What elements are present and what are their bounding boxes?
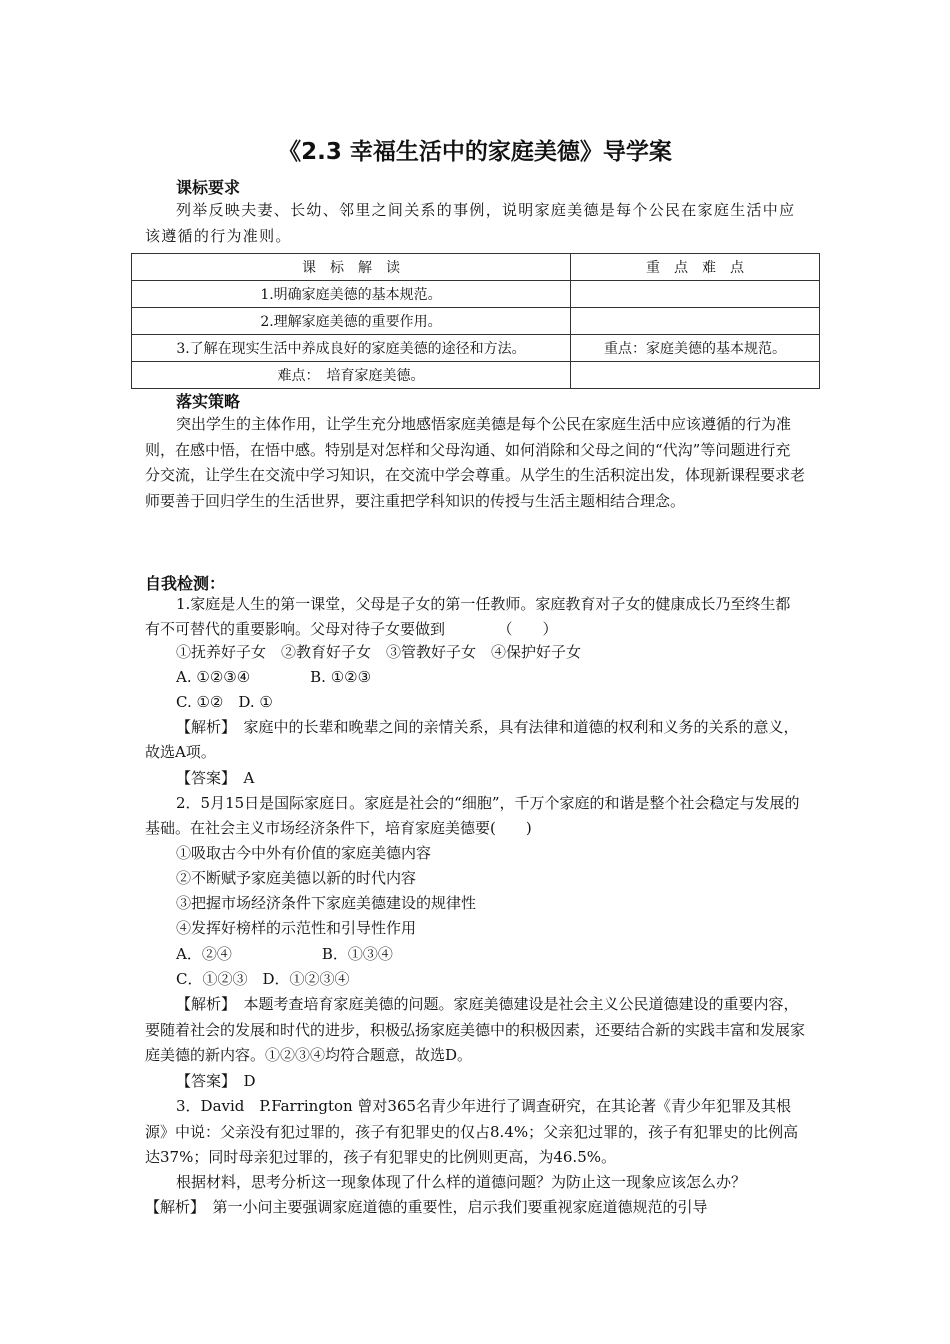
table-row xyxy=(132,281,820,308)
table-row xyxy=(132,308,820,335)
q2-options-cd: C．①②③ D．①②③④ xyxy=(176,970,350,988)
table-header-right: 重 点 难 点 xyxy=(571,254,820,281)
table-cell xyxy=(571,308,820,335)
q1-items: ①抚养好子女 ②教育好子女 ③管教好子女 ④保护好子女 xyxy=(176,643,582,661)
q1-analysis: 【解析】 家庭中的长辈和晚辈之间的亲情关系，具有法律和道德的权利和义务的关系的意义，故选A项。 xyxy=(145,718,799,761)
table-header-row xyxy=(132,254,820,281)
table-row xyxy=(132,335,820,362)
table-cell: 重点：家庭美德的基本规范。 xyxy=(571,335,820,362)
table-cell xyxy=(571,281,820,308)
q3-prompt: 根据材料，思考分析这一现象体现了什么样的道德问题？为防止这一现象应该怎么办？ xyxy=(176,1173,747,1191)
q3-stem: 3．David P.Farrington 曾对365名青少年进行了调查研究，在其论著《青少年犯罪及其根源》中说：父亲没有犯过罪的，孩子有犯罪史的仅占8.4%；父亲犯过罪的，孩子有犯罪史的比例高达37%；同时母亲犯过罪的，孩子有犯罪史的比例则更高，为46.5%。 xyxy=(145,1097,799,1166)
q2-item-1: ①吸取古今中外有价值的家庭美德内容 xyxy=(176,844,432,862)
requirements-text: 列举反映夫妻、长幼、邻里之间关系的事例，说明家庭美德是每个公民在家庭生活中应该遵循的行为准则。 xyxy=(145,201,796,245)
section-requirements-heading: 课标要求 xyxy=(176,178,241,197)
q2-item-2: ②不断赋予家庭美德以新的时代内容 xyxy=(176,869,417,887)
table-cell: 难点： 培育家庭美德。 xyxy=(132,362,571,389)
q2-stem: 2．5月15日是国际家庭日。家庭是社会的“细胞”，千万个家庭的和谐是整个社会稳定与发展的基础。在社会主义市场经济条件下，培育家庭美德要( ) xyxy=(145,794,800,837)
section-strategy-heading: 落实策略 xyxy=(176,392,241,411)
q1-answer: 【答案】 A xyxy=(176,769,255,787)
q1-options-cd: C. ①② D. ① xyxy=(176,693,273,711)
table-cell: 2.理解家庭美德的重要作用。 xyxy=(132,308,571,335)
table-header-left: 课 标 解 读 xyxy=(132,254,571,281)
section-self-test-heading: 自我检测： xyxy=(145,574,226,593)
strategy-text: 突出学生的主体作用，让学生充分地感悟家庭美德是每个公民在家庭生活中应该遵循的行为准则，在感中悟，在悟中感。特别是对怎样和父母沟通、如何消除和父母之间的“代沟”等问题进行充分交流，让学生在交流中学习知识，在交流中学会尊重。从学生的生活积淀出发，体现新课程要求老师要善于回归学生的生活世界，要注重把学科知识的传授与生活主题相结合理念。 xyxy=(145,415,806,510)
q1-stem: 1.家庭是人生的第一课堂，父母是子女的第一任教师。家庭教育对子女的健康成长乃至终生都有不可替代的重要影响。父母对待子女要做到 （ ） xyxy=(145,595,791,638)
table-cell xyxy=(571,362,820,389)
q2-analysis: 【解析】 本题考查培育家庭美德的问题。家庭美德建设是社会主义公民道德建设的重要内容，要随着社会的发展和时代的进步，积极弘扬家庭美德中的积极因素，还要结合新的实践丰富和发展家庭美德的新内容。①②③④均符合题意，故选D。 xyxy=(145,995,806,1064)
q3-analysis-start: 【解析】 第一小问主要强调家庭道德的重要性，启示我们要重视家庭道德规范的引导 xyxy=(145,1198,708,1216)
q2-item-3: ③把握市场经济条件下家庭美德建设的规律性 xyxy=(176,894,477,912)
q2-answer: 【答案】 D xyxy=(176,1072,256,1090)
table-cell: 1.明确家庭美德的基本规范。 xyxy=(132,281,571,308)
q2-options-ab: A．②④ B．①③④ xyxy=(176,945,393,963)
curriculum-table xyxy=(131,253,820,389)
table-row xyxy=(132,362,820,389)
table-cell: 3.了解在现实生活中养成良好的家庭美德的途径和方法。 xyxy=(132,335,571,362)
q1-options-ab: A. ①②③④ B. ①②③ xyxy=(176,668,372,686)
q2-item-4: ④发挥好榜样的示范性和引导性作用 xyxy=(176,919,417,937)
doc-title: 《2.3 幸福生活中的家庭美德》导学案 xyxy=(278,139,672,165)
